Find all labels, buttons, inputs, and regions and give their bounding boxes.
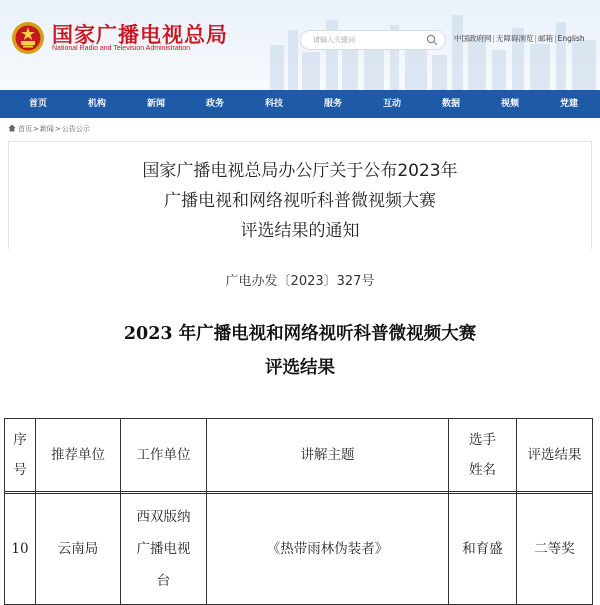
table-header-name <box>449 419 516 491</box>
header-seq-char-1: 序 <box>13 432 27 448</box>
breadcrumb-home[interactable]: 首页 <box>18 125 32 133</box>
breadcrumb-announcements[interactable]: 公告公示 <box>61 125 90 133</box>
top-links <box>454 33 585 44</box>
main-nav <box>0 90 600 118</box>
table-cell-seq: 10 <box>11 541 29 557</box>
table-header-seq <box>5 419 35 491</box>
site-title[interactable]: 国家广播电视总局 <box>52 22 228 47</box>
work-unit-line-1: 西双版纳 <box>136 509 191 525</box>
table-header-topic: 讲解主题 <box>300 447 355 463</box>
search-icon[interactable] <box>426 34 438 46</box>
nav-item-institutions[interactable]: 机构 <box>87 99 107 109</box>
search-input[interactable] <box>300 30 446 50</box>
nav-item-services[interactable]: 服务 <box>323 99 343 109</box>
site-subtitle: National Radio and Television Administration <box>52 45 191 52</box>
nav-item-video[interactable]: 视频 <box>500 99 520 109</box>
article-title-line-2: 广播电视和网络视听科普微视频大赛 <box>164 191 436 211</box>
work-unit-line-2: 广播电视 <box>136 541 191 557</box>
nav-item-home[interactable]: 首页 <box>28 99 48 109</box>
article-title-line-3: 评选结果的通知 <box>240 221 360 241</box>
table-cell-name: 和育盛 <box>462 541 503 557</box>
search-placeholder: 请输入关键词 <box>313 36 355 44</box>
table-header-result: 评选结果 <box>527 447 582 463</box>
table-header-recommender: 推荐单位 <box>51 447 105 463</box>
breadcrumb-separator: > <box>54 125 61 133</box>
table-cell-topic: 《热带雨林伪装者》 <box>266 541 389 557</box>
national-emblem-logo[interactable] <box>10 20 46 56</box>
table-cell-work-unit <box>121 494 206 604</box>
nav-item-government-affairs[interactable]: 政务 <box>205 99 225 109</box>
breadcrumb <box>8 124 90 134</box>
nav-item-data[interactable]: 数据 <box>441 99 461 109</box>
document-title-line-1: 2023 年广播电视和网络视听科普微视频大赛 <box>123 324 477 344</box>
nav-item-party-building[interactable]: 党建 <box>559 99 579 109</box>
link-mail[interactable]: 邮箱 <box>538 34 554 43</box>
table-border <box>592 418 593 605</box>
header-seq-char-2: 号 <box>13 462 27 478</box>
document-number: 广电办发〔2023〕327号 <box>225 274 375 289</box>
breadcrumb-separator: > <box>33 125 39 133</box>
work-unit-line-3: 台 <box>156 573 171 589</box>
divider: | <box>554 34 557 43</box>
link-accessibility[interactable]: 无障碍浏览 <box>496 34 534 43</box>
divider: | <box>492 34 496 43</box>
breadcrumb-news[interactable]: 新闻 <box>39 125 54 133</box>
nav-item-technology[interactable]: 科技 <box>264 99 284 109</box>
header-name-line-1: 选手 <box>469 432 496 448</box>
article-title-box <box>8 141 592 249</box>
nav-item-interaction[interactable]: 互动 <box>382 99 402 109</box>
divider: | <box>534 34 538 43</box>
link-gov[interactable]: 中国政府网 <box>454 34 492 43</box>
document-title-line-2: 评选结果 <box>265 358 335 378</box>
link-english[interactable]: English <box>557 34 585 43</box>
table-cell-result: 二等奖 <box>534 541 575 557</box>
article-title-line-1: 国家广播电视总局办公厅关于公布2023年 <box>142 161 458 181</box>
home-icon <box>8 124 16 132</box>
table-header-work-unit: 工作单位 <box>136 447 191 463</box>
table-border <box>4 491 593 492</box>
header-name-line-2: 姓名 <box>469 462 496 478</box>
table-cell-recommender: 云南局 <box>57 541 99 557</box>
site-header <box>0 0 600 90</box>
nav-item-news[interactable]: 新闻 <box>146 99 166 109</box>
